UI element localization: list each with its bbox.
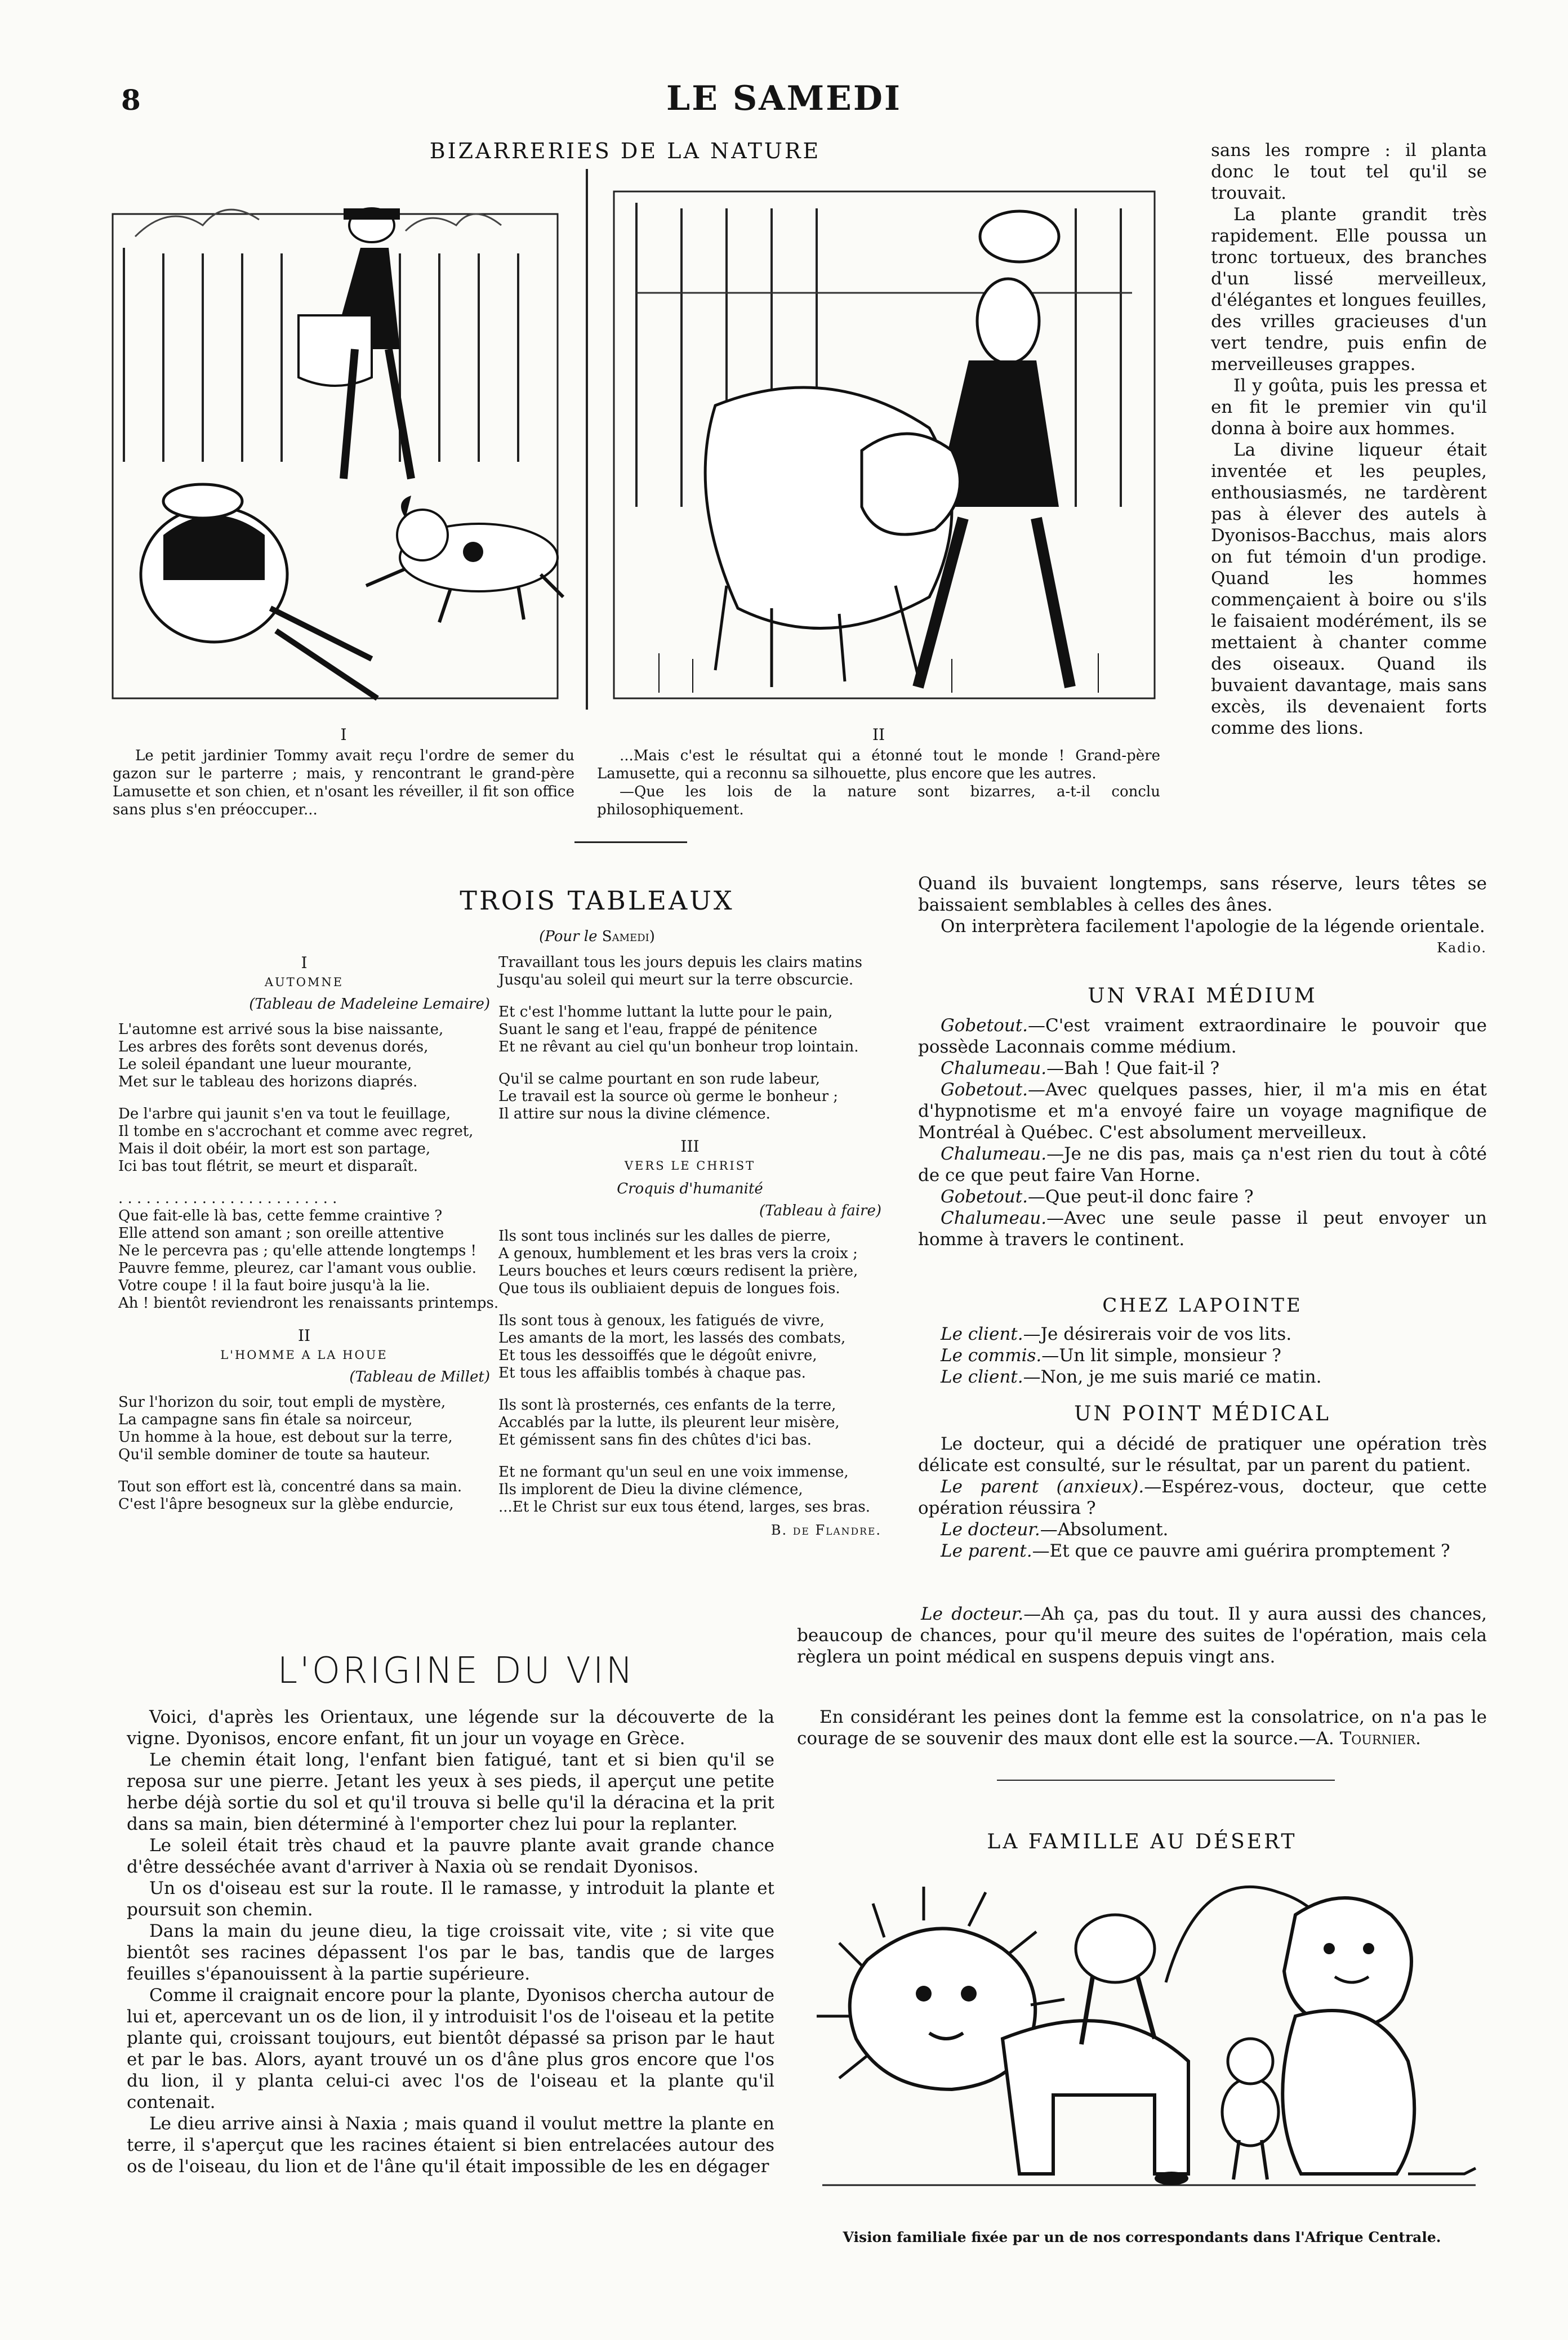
stanza [498, 1004, 881, 1056]
trois-tableaux-title: TROIS TABLEAUX [460, 885, 734, 916]
caption-1 [113, 747, 574, 819]
maxim-text: En considérant les peines dont la femme est la consolatrice, on n'a pas le courage de se souvenir des maux dont elle est la source.—A. Tournier. [797, 1707, 1487, 1749]
poem-signature: B. de Flandre. [770, 1522, 881, 1538]
trois-tableaux-subtitle: (Pour le Samedi) [539, 928, 655, 945]
verse: Mais il doit obéir, la mort est son partage, [118, 1140, 431, 1157]
part-1-name: AUTOMNE [264, 975, 344, 989]
caption-1-text: Le petit jardinier Tommy avait reçu l'ordre de semer du gazon sur le parterre ; mais, y rencontrant le grand-père Lamusette et son chien, et n'osant les réveiller, il fit son office sans plus s'en préoccuper... [113, 747, 574, 818]
origine-paragraph: La divine liqueur était inventée et les peuples, enthousiasmés, ne tardèrent pas à élever des autels à Dyonisos-Bacchus, mais alors on fut témoin d'un prodige. Quand les hommes commençaient à boire ou s'ils le faisaient modérément, ils se mettaient à chanter comme des oiseaux. Quand ils buvaient davantage, mais sans excès, ils devenaient forts comme des lions. [1211, 440, 1487, 738]
verse: Il tombe en s'accrochant et comme avec regret, [118, 1123, 474, 1140]
origine-paragraph: Il y goûta, puis les pressa et en fit le premier vin qu'il donna à boire aux hommes. [1211, 376, 1487, 439]
dialogue-line: Gobetout.—C'est vraiment extraordinaire le pouvoir que possède Laconnais comme médium. [918, 1015, 1487, 1057]
verse: Accablés par la lutte, ils pleurent leur misère, [498, 1414, 840, 1431]
lapointe-title: CHEZ LAPOINTE [1102, 1294, 1303, 1317]
verse: Il attire sur nous la divine clémence. [498, 1106, 770, 1122]
verse: Que fait-elle là bas, cette femme craintive ? [118, 1207, 443, 1224]
lapointe-dialogue [918, 1323, 1487, 1388]
verse: Ah ! bientôt reviendront les renaissants printemps. [118, 1295, 499, 1312]
dialogue-line: Le docteur.—Absolument. [941, 1519, 1169, 1540]
verse: Les amants de la mort, les lassés des combats, [498, 1330, 846, 1347]
newspaper-title: LE SAMEDI [666, 79, 902, 118]
origine-paragraph: Dans la main du jeune dieu, la tige croissait vite, vite ; si vite que bientôt ses racines dépassent l'os par le bas, tandis que de larges feuilles s'épanouissent à la partie supérieure. [127, 1921, 774, 1984]
stanza [498, 1071, 881, 1123]
dialogue-line: Chalumeau.—Je ne dis pas, mais ça n'est rien du tout à côté de ce que peut faire Van Horne. [918, 1144, 1487, 1185]
origine-signature: Kadio. [1437, 940, 1487, 956]
dialogue-line: Chalumeau.—Bah ! Que fait-il ? [941, 1058, 1220, 1078]
verse: Et c'est l'homme luttant la lutte pour le pain, [498, 1004, 833, 1020]
stanza [498, 1397, 881, 1449]
origine-paragraph: Le chemin était long, l'enfant bien fatigué, tant et si bien qu'il se reposa sur une pierre. Jetant les yeux à ses pieds, il aperçut une petite herbe déjà sortie du sol et qu'il trouva si belle qu'il la déracina et la prit dans sa main, bien déterminé à l'emporter chez lui pour la replanter. [127, 1750, 774, 1834]
verse: Votre coupe ! il la faut boire jusqu'à la lie. [118, 1277, 430, 1294]
part-3-name: VERS LE CHRIST [624, 1159, 756, 1173]
verse: Ils implorent de Dieu la divine clémence, [498, 1481, 803, 1498]
verse: Leurs bouches et leurs cœurs redisent la prière, [498, 1263, 858, 1280]
part-2-subtitle: (Tableau de Millet) [349, 1369, 490, 1385]
page-number: 8 [121, 83, 141, 117]
dialogue-line: Le client.—Je désirerais voir de vos lits. [941, 1324, 1292, 1344]
part-3-subtitle: Croquis d'humanité [617, 1180, 763, 1197]
origine-continued [1211, 140, 1487, 739]
medium-title: UN VRAI MÉDIUM [1088, 984, 1317, 1008]
verse: Qu'il se calme pourtant en son rude labeur, [498, 1071, 820, 1087]
origine-paragraph: Le soleil était très chaud et la pauvre plante avait grande chance d'être desséchée avant d'arriver à Naxia où se rendait Dyonisos. [127, 1835, 774, 1877]
verse: Le travail est la source où germe le bonheur ; [498, 1088, 839, 1105]
part-2-number: II [297, 1326, 311, 1345]
verse: . . . . . . . . . . . . . . . . . . . . . . . . [118, 1190, 337, 1207]
famille-title: LA FAMILLE AU DÉSERT [987, 1830, 1297, 1853]
medical-intro: Le docteur, qui a décidé de pratiquer une opération très délicate est consulté, sur le résultat, par un parent du patient. [918, 1434, 1487, 1476]
dialogue-line: Chalumeau.—Avec une seule passe il peut envoyer un homme à travers le continent. [918, 1208, 1487, 1250]
verse: Elle attend son amant ; son oreille attentive [118, 1225, 444, 1242]
verse: L'automne est arrivé sous la bise naissante, [118, 1021, 444, 1038]
verse: De l'arbre qui jaunit s'en va tout le feuillage, [118, 1106, 451, 1122]
part-1-subtitle: (Tableau de Madeleine Lemaire) [249, 996, 490, 1013]
stanza [118, 1394, 490, 1464]
verse: Travaillant tous les jours depuis les clairs matins [498, 954, 863, 971]
medical-text [918, 1433, 1487, 1562]
poem-column-right [498, 954, 881, 1539]
dialogue-line: Le client.—Non, je me suis marié ce matin. [941, 1367, 1322, 1387]
verse: Pauvre femme, pleurez, car l'amant vous oublie. [118, 1260, 477, 1277]
stanza [498, 1312, 881, 1382]
verse: Met sur le tableau des horizons diaprés. [118, 1073, 418, 1090]
origine-end [918, 873, 1487, 959]
dialogue-line: Le docteur.—Ah ça, pas du tout. Il y aura aussi des chances, beaucoup de chances, pour qu'il meure des suites de l'opération, mais cela règlera un point médical en suspens depuis vingt ans. [797, 1604, 1487, 1667]
stanza [498, 1228, 881, 1298]
verse: Ils sont tous à genoux, les fatigués de vivre, [498, 1312, 825, 1329]
caption-2-text-1: ...Mais c'est le résultat qui a étonné tout le monde ! Grand-père Lamusette, qui a reconnu sa silhouette, plus encore que les autres. [597, 747, 1160, 782]
stanza [498, 1464, 881, 1516]
verse: Suant le sang et l'eau, frappé de pénitence [498, 1021, 818, 1038]
caption-2 [597, 747, 1160, 819]
dialogue-line: Le parent.—Et que ce pauvre ami guérira promptement ? [941, 1541, 1450, 1561]
verse: Ils sont là prosternés, ces enfants de la terre, [498, 1397, 836, 1414]
part-3-number: III [680, 1137, 700, 1156]
caption-1-number: I [340, 725, 347, 744]
part-3-subtitle-2: (Tableau à faire) [759, 1202, 881, 1219]
verse: Et ne formant qu'un seul en une voix immense, [498, 1464, 849, 1481]
verse: Les arbres des forêts sont devenus dorés, [118, 1038, 429, 1055]
verse: Ne le percevra pas ; qu'elle attende longtemps ! [118, 1242, 477, 1259]
verse: C'est l'âpre besogneux sur la glèbe endurcie, [118, 1496, 454, 1513]
verse: Ici bas tout flétrit, se meurt et disparaît. [118, 1158, 418, 1175]
origine-body [127, 1706, 774, 2177]
famille-caption: Vision familiale fixée par un de nos correspondants dans l'Afrique Centrale. [843, 2229, 1441, 2245]
origine-paragraph: La plante grandit très rapidement. Elle poussa un tronc tortueux, des branches d'un lissé merveilleux, d'élégantes et longues feuilles, des vrilles gracieuses d'un vert tendre, puis enfin de merveilleuses grappes. [1211, 204, 1487, 375]
medium-dialogue [918, 1015, 1487, 1250]
illustration-divider [586, 169, 588, 710]
section-rule [997, 1780, 1335, 1781]
verse: Et ne rêvant au ciel qu'un bonheur trop lointain. [498, 1038, 859, 1055]
origine-paragraph: Quand ils buvaient longtemps, sans réserve, leurs têtes se baissaient semblables à celles des ânes. [918, 873, 1487, 915]
verse: Et gémissent sans fin des chûtes d'ici bas. [498, 1432, 812, 1448]
origine-paragraph: Comme il craignait encore pour la plante, Dyonisos chercha autour de lui et, apercevant un os de lion, il y introduisit l'os de l'oiseau et la petite plante qui, croissant toujours, eut bientôt dépassé sa prison par le haut et par le bas. Alors, ayant trouvé un os d'âne plus gros encore que l'os du lion, il y planta celui-ci avec l'os de l'oiseau et la plante qu'il contenait. [127, 1985, 774, 2112]
maxim [797, 1706, 1487, 1749]
dialogue-line: Le parent (anxieux).—Espérez-vous, docteur, que cette opération réussira ? [918, 1477, 1487, 1518]
verse: Tout son effort est là, concentré dans sa main. [118, 1478, 462, 1495]
part-2-name: L'HOMME A LA HOUE [220, 1348, 388, 1362]
origine-paragraph: Voici, d'après les Orientaux, une légende sur la découverte de la vigne. Dyonisos, encore enfant, fit un jour un voyage en Grèce. [127, 1707, 774, 1749]
medical-end [797, 1603, 1487, 1668]
poem-column-left [118, 953, 499, 1528]
verse: La campagne sans fin étale sa noirceur, [118, 1411, 413, 1428]
verse: Un homme à la houe, est debout sur la terre, [118, 1429, 453, 1446]
verse: A genoux, humblement et les bras vers la croix ; [498, 1245, 858, 1262]
origine-paragraph: Un os d'oiseau est sur la route. Il le ramasse, y introduit la plante et poursuit son chemin. [127, 1878, 774, 1920]
illustration-lion-family [800, 1870, 1487, 2219]
origine-title: L'ORIGINE DU VIN [277, 1650, 635, 1692]
illustration-surprised-grandfather [603, 169, 1166, 715]
illustration-gardener [90, 169, 580, 715]
verse: Ils sont tous inclinés sur les dalles de pierre, [498, 1228, 831, 1245]
stanza [498, 954, 881, 989]
section-rule [574, 841, 687, 843]
stanza [118, 1190, 499, 1312]
bizarreries-title: BIZARRERIES DE LA NATURE [429, 139, 821, 163]
dialogue-line: Le commis.—Un lit simple, monsieur ? [941, 1345, 1281, 1366]
verse: Qu'il semble dominer de toute sa hauteur. [118, 1446, 430, 1463]
medical-title: UN POINT MÉDICAL [1074, 1402, 1331, 1425]
origine-paragraph: sans les rompre : il planta donc le tout tel qu'il se trouvait. [1211, 140, 1487, 203]
verse: Sur l'horizon du soir, tout empli de mystère, [118, 1394, 446, 1411]
verse: ...Et le Christ sur eux tous étend, larges, ses bras. [498, 1499, 870, 1516]
verse: Que tous ils oubliaient depuis de longues fois. [498, 1280, 840, 1297]
origine-paragraph: On interprètera facilement l'apologie de la légende orientale. [941, 916, 1485, 937]
caption-2-number: II [872, 725, 885, 744]
part-1-number: I [301, 953, 308, 972]
stanza [118, 1106, 490, 1175]
verse: Jusqu'au soleil qui meurt sur la terre obscurcie. [498, 971, 854, 988]
dialogue-line: Gobetout.—Que peut-il donc faire ? [941, 1187, 1254, 1207]
verse: Et tous les dessoiffés que le dégoût enivre, [498, 1347, 817, 1364]
verse: Le soleil épandant une lueur mourante, [118, 1056, 412, 1073]
stanza [118, 1021, 490, 1091]
origine-paragraph: Le dieu arrive ainsi à Naxia ; mais quand il voulut mettre la plante en terre, il s'aperçut que les racines étaient si bien entrelacées autour des os de l'oiseau, du lion et de l'âne qu'il était impossible de les en dégager [127, 2114, 774, 2177]
stanza [118, 1478, 490, 1513]
dialogue-line: Gobetout.—Avec quelques passes, hier, il m'a mis en état d'hypnotisme et m'a envoyé faire un voyage magnifique de Montréal à Québec. C'est absolument merveilleux. [918, 1080, 1487, 1143]
verse: Et tous les affaiblis tombés à chaque pas. [498, 1365, 806, 1381]
caption-2-text-2: —Que les lois de la nature sont bizarres, a-t-il conclu philosophiquement. [597, 783, 1160, 818]
